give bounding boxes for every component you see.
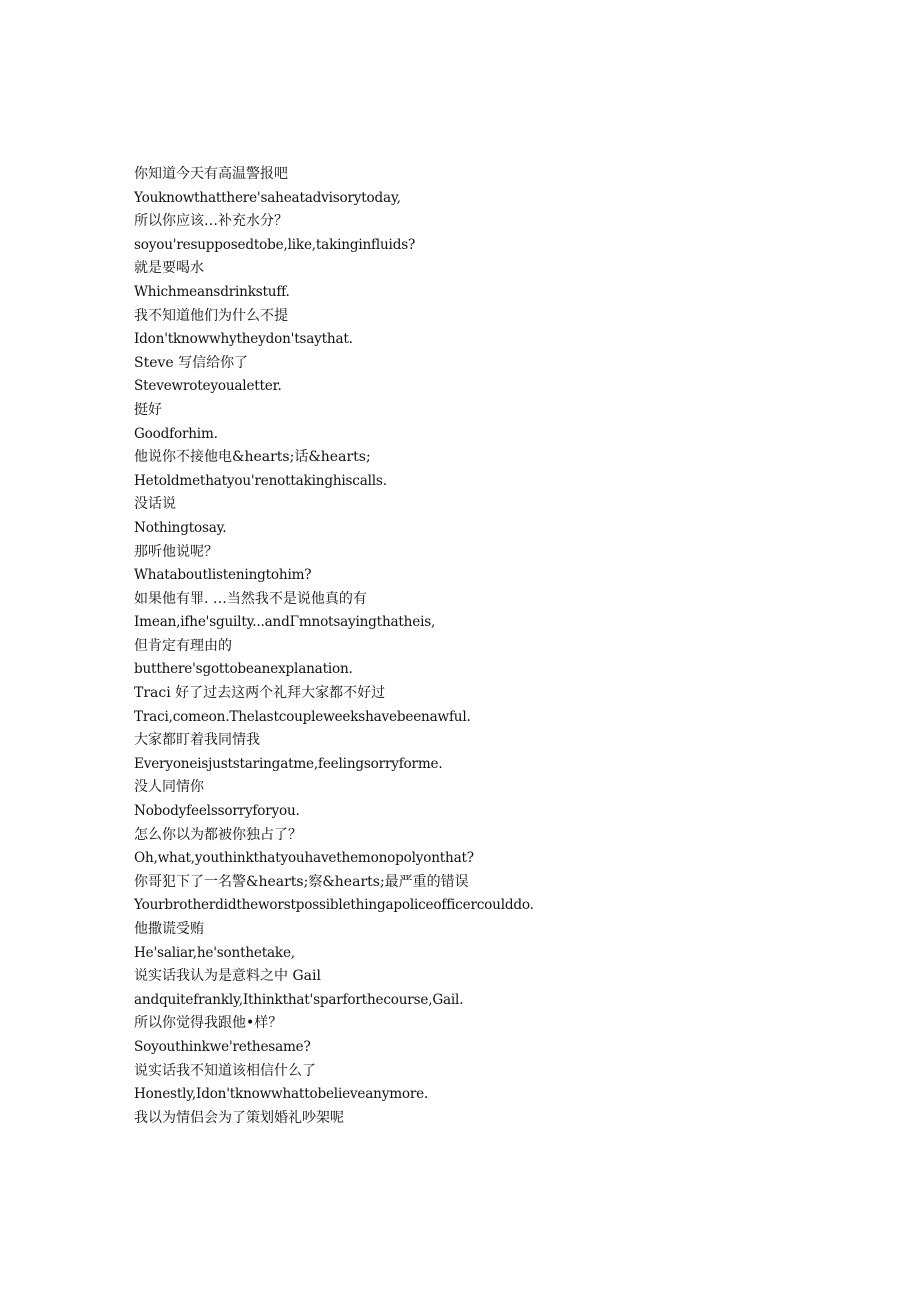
subtitle-line-english: Imean,ifhe'sguilty...andΓmnotsayingthatheis,	[134, 614, 436, 631]
subtitle-line-chinese: 说实话我不知道该相信什么了	[134, 1062, 316, 1079]
subtitle-line-chinese: 没人同情你	[134, 779, 204, 796]
subtitle-line-chinese: 怎么你以为都被你独占了？	[134, 826, 302, 843]
subtitle-line-chinese: Traci 好了过去这两个礼拜大家都不好过	[134, 685, 386, 702]
subtitle-line-english: butthere'sgottobeanexplanation.	[134, 661, 353, 678]
subtitle-line-chinese: 所以你觉得我跟他•样？	[134, 1015, 283, 1032]
subtitle-line-chinese: 那听他说呢？	[134, 543, 218, 560]
subtitle-line-english: Oh,what,youthinkthatyouhavethemonopolyonthat?	[134, 850, 474, 867]
subtitle-line-chinese: 所以你应该…补充水分？	[134, 213, 288, 230]
subtitle-line-english: Everyoneisjuststaringatme,feelingsorryforme.	[134, 755, 443, 772]
subtitle-line-chinese: 你知道今天有高温警报吧	[134, 166, 288, 182]
subtitle-transcript	[134, 163, 834, 1130]
subtitle-line-english: Youknowthatthere'saheatadvisorytoday,	[134, 189, 401, 206]
subtitle-line-chinese: 没话说	[134, 496, 176, 513]
subtitle-line-chinese: 他撒谎受贿	[134, 921, 204, 937]
subtitle-line-chinese: 你哥犯下了一名警&hearts;察&hearts;最严重的错误	[134, 873, 469, 890]
subtitle-line-chinese: 但肯定有理由的	[134, 637, 232, 654]
subtitle-line-english: He'saliar,he'sonthetake,	[134, 944, 295, 961]
subtitle-line-chinese: 我以为情侣会为了策划婚礼吵架呢	[134, 1109, 344, 1126]
subtitle-line-english: Soyouthinkwe'rethesame?	[134, 1038, 311, 1055]
subtitle-line-chinese: 他说你不接他电&hearts;话&hearts;	[134, 449, 371, 466]
subtitle-line-english: soyou'resupposedtobe,like,takinginfluids?	[134, 236, 416, 253]
subtitle-line-english: Stevewroteyoualetter.	[134, 378, 282, 395]
subtitle-line-chinese: Steve 写信给你了	[134, 354, 249, 371]
subtitle-line-chinese: 我不知道他们为什么不提	[134, 307, 288, 324]
subtitle-line-english: Whichmeansdrinkstuff.	[134, 283, 290, 300]
subtitle-line-english: Whataboutlisteningtohim?	[134, 567, 312, 584]
subtitle-line-chinese: 说实话我认为是意料之中 Gail	[134, 968, 321, 985]
subtitle-line-english: Goodforhim.	[134, 425, 218, 442]
subtitle-line-chinese: 如果他有罪. …当然我不是说他真的有	[134, 590, 367, 607]
subtitle-line-english: andquitefrankly,Ithinkthat'sparforthecourse,Gail.	[134, 991, 464, 1008]
subtitle-line-english: Nothingtosay.	[134, 519, 227, 536]
subtitle-line-english: Yourbrotherdidtheworstpossiblethingapoliceofficercoulddo.	[134, 897, 534, 914]
subtitle-line-english: Honestly,Idon'tknowwhattobelieveanymore.	[134, 1086, 429, 1103]
subtitle-line-english: Traci,comeon.Thelastcoupleweekshavebeenawful.	[134, 708, 471, 725]
subtitle-line-english: Hetoldmethatyou'renottakinghiscalls.	[134, 472, 387, 489]
subtitle-line-chinese: 就是要喝水	[134, 260, 204, 277]
subtitle-line-english: Nobodyfeelssorryforyou.	[134, 803, 300, 820]
subtitle-line-chinese: 大家都盯着我同情我	[134, 732, 260, 749]
subtitle-line-chinese: 挺好	[134, 401, 162, 418]
subtitle-line-english: Idon'tknowwhytheydon'tsaythat.	[134, 331, 353, 348]
